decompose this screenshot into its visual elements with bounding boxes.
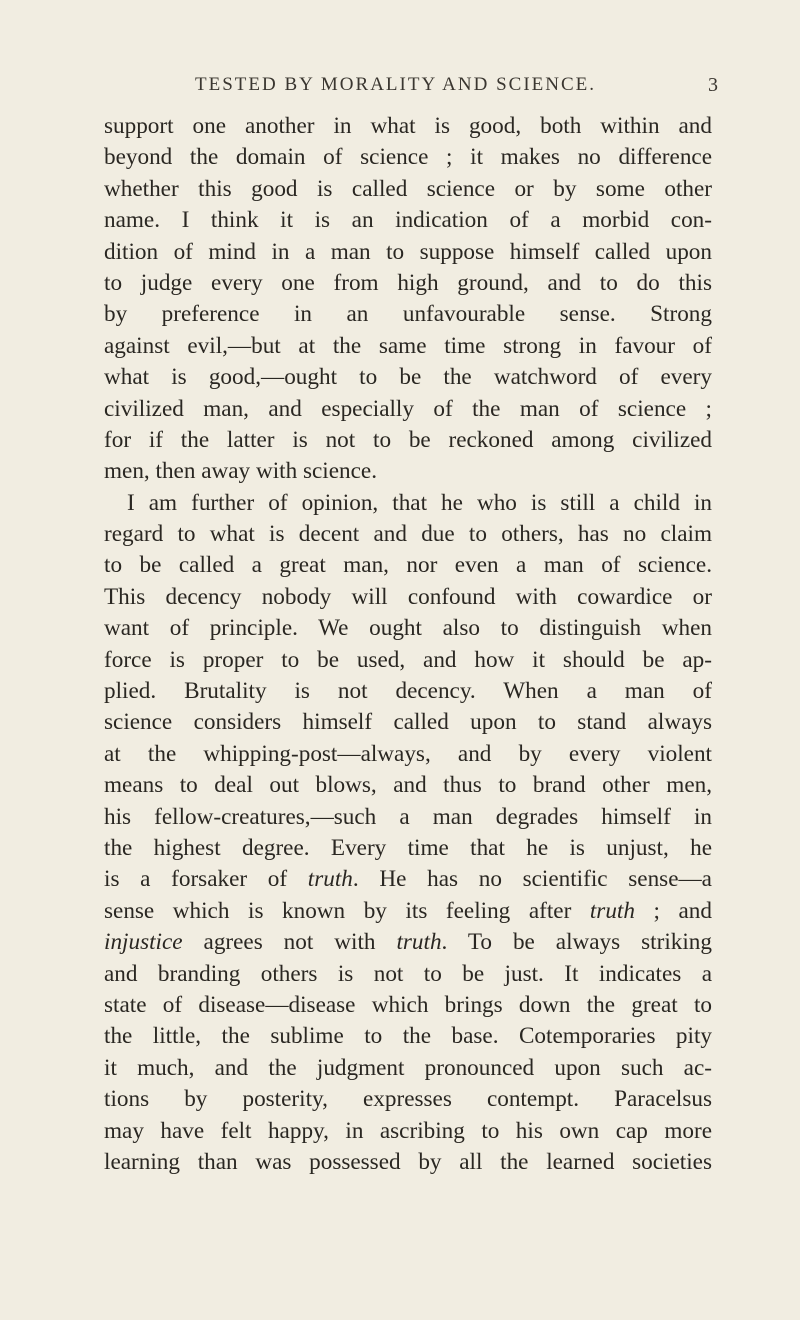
text-run: may have felt happy, in ascribing to his own cap more xyxy=(104,1117,712,1144)
text-line xyxy=(104,645,712,676)
text-run: force is proper to be used, and how it should be ap- xyxy=(104,646,712,673)
text-run: agrees not with xyxy=(182,929,397,956)
italic-run: truth xyxy=(589,897,635,924)
text-line xyxy=(104,582,712,613)
text-run: for if the latter is not to be reckoned among civilized xyxy=(104,426,712,453)
text-run: the highest degree. Every time that he is unjust, he xyxy=(104,834,712,861)
text-run: ; and xyxy=(634,897,712,924)
text-run: want of principle. We ought also to distinguish when xyxy=(104,615,712,642)
text-line xyxy=(104,174,712,205)
text-run: sense which is known by its feeling after xyxy=(104,897,590,924)
text-line xyxy=(104,237,712,268)
paragraph xyxy=(104,488,712,1179)
text-line xyxy=(104,707,712,738)
text-run: name. I think it is an indication of a morbid con- xyxy=(104,207,712,234)
text-line xyxy=(104,268,712,299)
text-line xyxy=(104,1021,712,1052)
text-line xyxy=(104,613,712,644)
text-run: dition of mind in a man to suppose himself called upon xyxy=(104,238,712,265)
text-run: support one another in what is good, both within and xyxy=(104,113,712,139)
text-line xyxy=(104,990,712,1021)
text-line xyxy=(104,456,712,487)
text-run: . He has no scientific sense—a xyxy=(352,866,712,893)
text-run: to judge every one from high ground, and to do this xyxy=(104,269,712,296)
text-run: state of disease—disease which brings down the great to xyxy=(104,991,712,1018)
text-line xyxy=(104,362,712,393)
text-line xyxy=(104,676,712,707)
text-run: tions by posterity, expresses contempt. Paracelsus xyxy=(104,1086,712,1113)
text-line xyxy=(104,770,712,801)
text-line xyxy=(104,896,712,927)
text-run: learning than was possessed by all the learned societies xyxy=(104,1148,712,1175)
text-run: I am further of opinion, that he who is still a child in xyxy=(127,489,712,516)
text-line xyxy=(104,142,712,173)
text-line xyxy=(104,488,712,519)
text-line xyxy=(104,205,712,236)
text-line xyxy=(104,739,712,770)
text-line xyxy=(104,550,712,581)
text-line xyxy=(104,519,712,550)
running-title: TESTED BY MORALITY AND SCIENCE. xyxy=(195,74,597,95)
text-line xyxy=(104,111,712,142)
text-run: what is good,—ought to be the watchword of every xyxy=(104,364,712,391)
text-line xyxy=(104,833,712,864)
text-run: This decency nobody will confound with cowardice or xyxy=(104,583,712,610)
text-run: beyond the domain of science ; it makes no difference xyxy=(104,144,712,171)
text-run: whether this good is called science or by some other xyxy=(104,175,712,202)
text-line xyxy=(104,802,712,833)
text-run: at the whipping-post—always, and by every violent xyxy=(104,740,712,767)
text-run: by preference in an unfavourable sense. Strong xyxy=(104,301,712,328)
body-text xyxy=(104,111,712,1178)
text-line xyxy=(104,394,712,425)
text-run: men, then away with science. xyxy=(104,458,377,485)
text-line xyxy=(104,425,712,456)
text-line xyxy=(104,1053,712,1084)
text-line xyxy=(104,1116,712,1147)
text-run: . To be always striking xyxy=(441,929,712,956)
text-line xyxy=(104,927,712,958)
text-run: means to deal out blows, and thus to brand other men, xyxy=(104,772,712,799)
text-run: the little, the sublime to the base. Cotemporaries pity xyxy=(104,1023,712,1050)
text-run: science considers himself called upon to stand always xyxy=(104,709,712,736)
text-line xyxy=(104,864,712,895)
italic-run: truth xyxy=(307,866,353,893)
text-run: against evil,—but at the same time strong in favour of xyxy=(104,332,712,359)
text-line xyxy=(104,299,712,330)
text-run: it much, and the judgment pronounced upon such ac- xyxy=(104,1054,712,1081)
text-line xyxy=(104,959,712,990)
paragraph xyxy=(104,111,712,488)
text-line xyxy=(104,331,712,362)
text-run: is a forsaker of xyxy=(104,866,308,893)
text-run: and branding others is not to be just. It indicates a xyxy=(104,960,712,987)
text-run: regard to what is decent and due to others, has no claim xyxy=(104,521,712,548)
italic-run: injustice xyxy=(104,929,183,956)
text-run: civilized man, and especially of the man of science ; xyxy=(104,395,712,422)
italic-run: truth xyxy=(396,929,442,956)
text-run: his fellow-creatures,—such a man degrades himself in xyxy=(104,803,712,830)
text-line xyxy=(104,1147,712,1178)
text-run: to be called a great man, nor even a man of science. xyxy=(104,552,712,579)
text-line xyxy=(104,1084,712,1115)
text-run: plied. Brutality is not decency. When a man of xyxy=(104,678,712,705)
page-number: 3 xyxy=(708,74,718,96)
running-head xyxy=(100,74,800,104)
